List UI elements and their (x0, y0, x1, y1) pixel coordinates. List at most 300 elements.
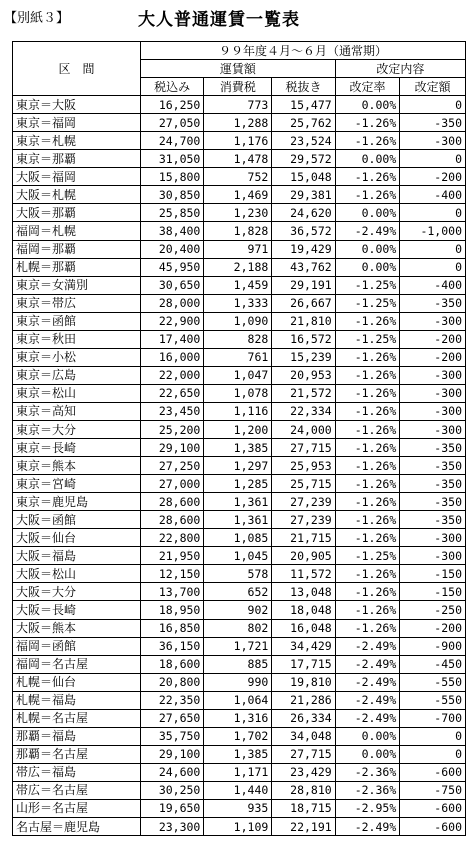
consumption-tax-cell: 578 (204, 565, 272, 583)
tax-included-cell: 24,600 (140, 763, 203, 781)
consumption-tax-cell: 1,230 (204, 204, 272, 222)
consumption-tax-cell: 828 (204, 330, 272, 348)
route-cell: 東京＝函館 (13, 312, 141, 330)
tax-included-cell: 20,400 (140, 240, 203, 258)
consumption-tax-cell: 1,045 (204, 547, 272, 565)
tax-excluded-cell: 29,381 (272, 186, 335, 204)
route-cell: 東京＝秋田 (13, 330, 141, 348)
revision-amount-cell: -300 (400, 420, 466, 438)
revision-amount-cell: -200 (400, 168, 466, 186)
tax-included-cell: 22,000 (140, 366, 203, 384)
tax-excluded-cell: 26,334 (272, 709, 335, 727)
consumption-tax-cell: 2,188 (204, 258, 272, 276)
revision-amount-cell: 0 (400, 745, 466, 763)
tax-excluded-cell: 18,048 (272, 601, 335, 619)
table-row (13, 222, 466, 240)
revision-rate-cell: 0.00% (335, 727, 400, 745)
revision-rate-cell: -1.26% (335, 348, 400, 366)
consumption-tax-cell: 1,469 (204, 186, 272, 204)
revision-amount-cell: -400 (400, 186, 466, 204)
tax-included-cell: 22,900 (140, 312, 203, 330)
tax-excluded-cell: 15,477 (272, 96, 335, 114)
route-cell: 大阪＝松山 (13, 565, 141, 583)
tax-excluded-cell: 43,762 (272, 258, 335, 276)
consumption-tax-cell: 1,176 (204, 132, 272, 150)
revision-amount-cell: -350 (400, 294, 466, 312)
revision-rate-cell: -1.26% (335, 366, 400, 384)
tax-excluded-cell: 21,286 (272, 691, 335, 709)
revision-amount-cell: -550 (400, 691, 466, 709)
revision-rate-cell: -1.26% (335, 511, 400, 529)
consumption-tax-cell: 1,721 (204, 637, 272, 655)
tax-excluded-cell: 21,572 (272, 384, 335, 402)
consumption-tax-cell: 1,047 (204, 366, 272, 384)
revision-rate-cell: -1.26% (335, 565, 400, 583)
tax-included-cell: 24,700 (140, 132, 203, 150)
consumption-tax-cell: 1,478 (204, 150, 272, 168)
consumption-tax-cell: 935 (204, 799, 272, 817)
table-row (13, 529, 466, 547)
revision-amount-cell: -350 (400, 493, 466, 511)
tax-excluded-cell: 19,810 (272, 673, 335, 691)
revision-amount-cell: 0 (400, 96, 466, 114)
tax-included-cell: 22,350 (140, 691, 203, 709)
route-cell: 東京＝広島 (13, 366, 141, 384)
tax-excluded-cell: 19,429 (272, 240, 335, 258)
tax-included-cell: 19,650 (140, 799, 203, 817)
tax-excluded-cell: 36,572 (272, 222, 335, 240)
revision-amount-cell: 0 (400, 240, 466, 258)
revision-group-header: 改定内容 (335, 60, 465, 78)
tax-included-cell: 16,000 (140, 348, 203, 366)
tax-excluded-cell: 23,429 (272, 763, 335, 781)
route-cell: 札幌＝福島 (13, 691, 141, 709)
column-header-tax-included: 税込み (140, 78, 203, 96)
consumption-tax-cell: 990 (204, 673, 272, 691)
column-header-consumption-tax: 消費税 (204, 78, 272, 96)
tax-included-cell: 20,800 (140, 673, 203, 691)
table-row (13, 601, 466, 619)
revision-amount-cell: 0 (400, 258, 466, 276)
tax-excluded-cell: 29,572 (272, 150, 335, 168)
table-row (13, 745, 466, 763)
table-row (13, 547, 466, 565)
tax-included-cell: 30,850 (140, 186, 203, 204)
table-row (13, 294, 466, 312)
revision-rate-cell: -2.36% (335, 781, 400, 799)
tax-included-cell: 22,650 (140, 384, 203, 402)
table-row (13, 763, 466, 781)
tax-included-cell: 27,050 (140, 114, 203, 132)
revision-rate-cell: -1.25% (335, 294, 400, 312)
revision-amount-cell: 0 (400, 204, 466, 222)
revision-amount-cell: -300 (400, 529, 466, 547)
tax-included-cell: 27,650 (140, 709, 203, 727)
tax-excluded-cell: 24,620 (272, 204, 335, 222)
revision-rate-cell: -1.26% (335, 583, 400, 601)
fare-table (12, 41, 466, 836)
revision-rate-cell: -1.26% (335, 601, 400, 619)
revision-amount-cell: -700 (400, 709, 466, 727)
table-row (13, 150, 466, 168)
revision-amount-cell: -300 (400, 547, 466, 565)
tax-included-cell: 31,050 (140, 150, 203, 168)
tax-included-cell: 25,200 (140, 420, 203, 438)
tax-included-cell: 28,600 (140, 511, 203, 529)
table-row (13, 619, 466, 637)
tax-included-cell: 16,250 (140, 96, 203, 114)
table-row (13, 493, 466, 511)
tax-included-cell: 21,950 (140, 547, 203, 565)
revision-rate-cell: 0.00% (335, 240, 400, 258)
consumption-tax-cell: 1,702 (204, 727, 272, 745)
tax-excluded-cell: 15,239 (272, 348, 335, 366)
table-row (13, 799, 466, 817)
tax-included-cell: 35,750 (140, 727, 203, 745)
table-row (13, 727, 466, 745)
route-cell: 東京＝長崎 (13, 439, 141, 457)
attachment-label: 【別紙３】 (4, 11, 70, 26)
consumption-tax-cell: 761 (204, 348, 272, 366)
tax-excluded-cell: 29,191 (272, 276, 335, 294)
revision-amount-cell: -600 (400, 799, 466, 817)
tax-included-cell: 23,300 (140, 818, 203, 836)
route-cell: 那覇＝名古屋 (13, 745, 141, 763)
revision-rate-cell: -1.26% (335, 420, 400, 438)
fare-group-header: 運賃額 (140, 60, 335, 78)
table-row (13, 96, 466, 114)
tax-excluded-cell: 18,715 (272, 799, 335, 817)
revision-rate-cell: 0.00% (335, 204, 400, 222)
route-cell: 東京＝福岡 (13, 114, 141, 132)
route-cell: 東京＝小松 (13, 348, 141, 366)
route-cell: 帯広＝名古屋 (13, 781, 141, 799)
fare-table-body (13, 96, 466, 836)
table-row (13, 204, 466, 222)
consumption-tax-cell: 1,385 (204, 439, 272, 457)
tax-included-cell: 29,100 (140, 439, 203, 457)
revision-rate-cell: 0.00% (335, 745, 400, 763)
consumption-tax-cell: 902 (204, 601, 272, 619)
tax-excluded-cell: 27,239 (272, 493, 335, 511)
revision-amount-cell: -300 (400, 402, 466, 420)
tax-excluded-cell: 16,048 (272, 619, 335, 637)
tax-excluded-cell: 25,762 (272, 114, 335, 132)
tax-excluded-cell: 27,715 (272, 745, 335, 763)
revision-amount-cell: -750 (400, 781, 466, 799)
revision-rate-cell: -2.49% (335, 691, 400, 709)
consumption-tax-cell: 1,316 (204, 709, 272, 727)
table-row (13, 384, 466, 402)
tax-included-cell: 38,400 (140, 222, 203, 240)
revision-rate-cell: -2.49% (335, 673, 400, 691)
tax-excluded-cell: 15,048 (272, 168, 335, 186)
route-cell: 那覇＝福島 (13, 727, 141, 745)
route-cell: 帯広＝福島 (13, 763, 141, 781)
table-row (13, 583, 466, 601)
revision-amount-cell: -350 (400, 511, 466, 529)
tax-included-cell: 27,000 (140, 475, 203, 493)
route-cell: 東京＝熊本 (13, 457, 141, 475)
table-row (13, 114, 466, 132)
route-cell: 福岡＝札幌 (13, 222, 141, 240)
table-row (13, 240, 466, 258)
tax-included-cell: 27,250 (140, 457, 203, 475)
revision-amount-cell: -1,000 (400, 222, 466, 240)
revision-rate-cell: -1.26% (335, 168, 400, 186)
route-cell: 福岡＝函館 (13, 637, 141, 655)
revision-amount-cell: -300 (400, 384, 466, 402)
table-row (13, 186, 466, 204)
route-cell: 山形＝名古屋 (13, 799, 141, 817)
consumption-tax-cell: 1,171 (204, 763, 272, 781)
route-cell: 大阪＝福島 (13, 547, 141, 565)
route-cell: 大阪＝仙台 (13, 529, 141, 547)
route-cell: 東京＝帯広 (13, 294, 141, 312)
route-cell: 大阪＝長崎 (13, 601, 141, 619)
table-row (13, 673, 466, 691)
revision-rate-cell: 0.00% (335, 150, 400, 168)
revision-amount-cell: -300 (400, 366, 466, 384)
tax-excluded-cell: 24,000 (272, 420, 335, 438)
revision-rate-cell: -1.25% (335, 330, 400, 348)
consumption-tax-cell: 773 (204, 96, 272, 114)
revision-amount-cell: -350 (400, 439, 466, 457)
consumption-tax-cell: 802 (204, 619, 272, 637)
revision-rate-cell: -2.95% (335, 799, 400, 817)
revision-rate-cell: -1.26% (335, 402, 400, 420)
tax-excluded-cell: 23,524 (272, 132, 335, 150)
tax-included-cell: 12,150 (140, 565, 203, 583)
revision-rate-cell: -1.26% (335, 619, 400, 637)
tax-excluded-cell: 20,953 (272, 366, 335, 384)
revision-amount-cell: -350 (400, 457, 466, 475)
tax-included-cell: 17,400 (140, 330, 203, 348)
consumption-tax-cell: 1,361 (204, 511, 272, 529)
tax-included-cell: 22,800 (140, 529, 203, 547)
route-cell: 札幌＝名古屋 (13, 709, 141, 727)
tax-excluded-cell: 34,429 (272, 637, 335, 655)
revision-rate-cell: -2.49% (335, 637, 400, 655)
revision-amount-cell: -600 (400, 763, 466, 781)
revision-rate-cell: -1.26% (335, 114, 400, 132)
table-row (13, 330, 466, 348)
consumption-tax-cell: 1,200 (204, 420, 272, 438)
revision-rate-cell: -1.26% (335, 312, 400, 330)
tax-excluded-cell: 22,191 (272, 818, 335, 836)
table-row (13, 402, 466, 420)
revision-amount-cell: -200 (400, 348, 466, 366)
tax-excluded-cell: 21,810 (272, 312, 335, 330)
revision-amount-cell: -900 (400, 637, 466, 655)
revision-amount-cell: -300 (400, 312, 466, 330)
table-row (13, 348, 466, 366)
consumption-tax-cell: 752 (204, 168, 272, 186)
tax-included-cell: 18,950 (140, 601, 203, 619)
consumption-tax-cell: 1,333 (204, 294, 272, 312)
route-cell: 東京＝女満別 (13, 276, 141, 294)
revision-rate-cell: -1.25% (335, 547, 400, 565)
table-row (13, 475, 466, 493)
table-row (13, 655, 466, 673)
route-cell: 東京＝高知 (13, 402, 141, 420)
consumption-tax-cell: 1,459 (204, 276, 272, 294)
tax-included-cell: 28,000 (140, 294, 203, 312)
tax-excluded-cell: 34,048 (272, 727, 335, 745)
revision-rate-cell: -2.49% (335, 222, 400, 240)
table-row (13, 691, 466, 709)
consumption-tax-cell: 1,385 (204, 745, 272, 763)
column-header-tax-excluded: 税抜き (272, 78, 335, 96)
tax-excluded-cell: 17,715 (272, 655, 335, 673)
tax-excluded-cell: 28,810 (272, 781, 335, 799)
tax-included-cell: 28,600 (140, 493, 203, 511)
revision-rate-cell: -2.49% (335, 709, 400, 727)
route-cell: 東京＝那覇 (13, 150, 141, 168)
consumption-tax-cell: 1,828 (204, 222, 272, 240)
revision-amount-cell: -200 (400, 619, 466, 637)
tax-excluded-cell: 16,572 (272, 330, 335, 348)
consumption-tax-cell: 1,440 (204, 781, 272, 799)
table-row (13, 439, 466, 457)
revision-amount-cell: -300 (400, 132, 466, 150)
table-row (13, 258, 466, 276)
route-cell: 東京＝大阪 (13, 96, 141, 114)
table-row (13, 366, 466, 384)
tax-included-cell: 15,800 (140, 168, 203, 186)
tax-excluded-cell: 21,715 (272, 529, 335, 547)
revision-amount-cell: -400 (400, 276, 466, 294)
consumption-tax-cell: 652 (204, 583, 272, 601)
tax-excluded-cell: 27,715 (272, 439, 335, 457)
revision-rate-cell: -2.36% (335, 763, 400, 781)
tax-included-cell: 36,150 (140, 637, 203, 655)
document-header (0, 0, 468, 38)
consumption-tax-cell: 1,288 (204, 114, 272, 132)
tax-excluded-cell: 25,715 (272, 475, 335, 493)
route-cell: 名古屋＝鹿児島 (13, 818, 141, 836)
revision-amount-cell: -150 (400, 583, 466, 601)
tax-included-cell: 25,850 (140, 204, 203, 222)
consumption-tax-cell: 1,078 (204, 384, 272, 402)
route-cell: 大阪＝那覇 (13, 204, 141, 222)
route-cell: 福岡＝名古屋 (13, 655, 141, 673)
route-cell: 東京＝松山 (13, 384, 141, 402)
page-title: 大人普通運賃一覧表 (138, 10, 300, 30)
route-cell: 東京＝鹿児島 (13, 493, 141, 511)
route-cell: 大阪＝函館 (13, 511, 141, 529)
tax-excluded-cell: 22,334 (272, 402, 335, 420)
route-cell: 札幌＝那覇 (13, 258, 141, 276)
table-row (13, 818, 466, 836)
tax-included-cell: 30,650 (140, 276, 203, 294)
consumption-tax-cell: 1,085 (204, 529, 272, 547)
revision-rate-cell: -1.26% (335, 186, 400, 204)
route-cell: 大阪＝札幌 (13, 186, 141, 204)
revision-amount-cell: -250 (400, 601, 466, 619)
revision-rate-cell: -2.49% (335, 655, 400, 673)
tax-excluded-cell: 26,667 (272, 294, 335, 312)
tax-included-cell: 45,950 (140, 258, 203, 276)
table-row (13, 781, 466, 799)
table-row (13, 420, 466, 438)
route-cell: 大阪＝熊本 (13, 619, 141, 637)
table-row (13, 132, 466, 150)
route-cell: 東京＝札幌 (13, 132, 141, 150)
revision-amount-cell: -150 (400, 565, 466, 583)
tax-included-cell: 29,100 (140, 745, 203, 763)
consumption-tax-cell: 1,361 (204, 493, 272, 511)
tax-excluded-cell: 20,905 (272, 547, 335, 565)
section-header: 区 間 (13, 42, 141, 96)
revision-rate-cell: -1.26% (335, 457, 400, 475)
tax-included-cell: 18,600 (140, 655, 203, 673)
route-cell: 大阪＝福岡 (13, 168, 141, 186)
revision-rate-cell: -1.26% (335, 384, 400, 402)
revision-amount-cell: 0 (400, 150, 466, 168)
consumption-tax-cell: 1,109 (204, 818, 272, 836)
table-row (13, 565, 466, 583)
revision-rate-cell: 0.00% (335, 96, 400, 114)
tax-excluded-cell: 27,239 (272, 511, 335, 529)
revision-rate-cell: 0.00% (335, 258, 400, 276)
column-header-revision-rate: 改定率 (335, 78, 400, 96)
revision-amount-cell: 0 (400, 727, 466, 745)
tax-included-cell: 23,450 (140, 402, 203, 420)
revision-amount-cell: -350 (400, 114, 466, 132)
consumption-tax-cell: 885 (204, 655, 272, 673)
route-cell: 東京＝大分 (13, 420, 141, 438)
revision-amount-cell: -450 (400, 655, 466, 673)
column-header-revision-amount: 改定額 (400, 78, 466, 96)
table-row (13, 168, 466, 186)
consumption-tax-cell: 1,285 (204, 475, 272, 493)
tax-included-cell: 13,700 (140, 583, 203, 601)
tax-excluded-cell: 11,572 (272, 565, 335, 583)
revision-amount-cell: -550 (400, 673, 466, 691)
table-row (13, 709, 466, 727)
revision-rate-cell: -1.26% (335, 529, 400, 547)
table-row (13, 637, 466, 655)
revision-rate-cell: -2.49% (335, 818, 400, 836)
route-cell: 大阪＝大分 (13, 583, 141, 601)
period-header: ９９年度４月～６月（通常期） (140, 42, 465, 60)
table-row (13, 276, 466, 294)
revision-amount-cell: -600 (400, 818, 466, 836)
tax-excluded-cell: 13,048 (272, 583, 335, 601)
revision-rate-cell: -1.25% (335, 276, 400, 294)
table-row (13, 312, 466, 330)
table-row (13, 457, 466, 475)
tax-excluded-cell: 25,953 (272, 457, 335, 475)
consumption-tax-cell: 1,064 (204, 691, 272, 709)
revision-rate-cell: -1.26% (335, 132, 400, 150)
revision-rate-cell: -1.26% (335, 475, 400, 493)
consumption-tax-cell: 1,297 (204, 457, 272, 475)
consumption-tax-cell: 1,116 (204, 402, 272, 420)
route-cell: 東京＝宮崎 (13, 475, 141, 493)
consumption-tax-cell: 971 (204, 240, 272, 258)
revision-rate-cell: -1.26% (335, 439, 400, 457)
tax-included-cell: 16,850 (140, 619, 203, 637)
revision-rate-cell: -1.26% (335, 493, 400, 511)
revision-amount-cell: -200 (400, 330, 466, 348)
tax-included-cell: 30,250 (140, 781, 203, 799)
route-cell: 福岡＝那覇 (13, 240, 141, 258)
route-cell: 札幌＝仙台 (13, 673, 141, 691)
consumption-tax-cell: 1,090 (204, 312, 272, 330)
revision-amount-cell: -350 (400, 475, 466, 493)
